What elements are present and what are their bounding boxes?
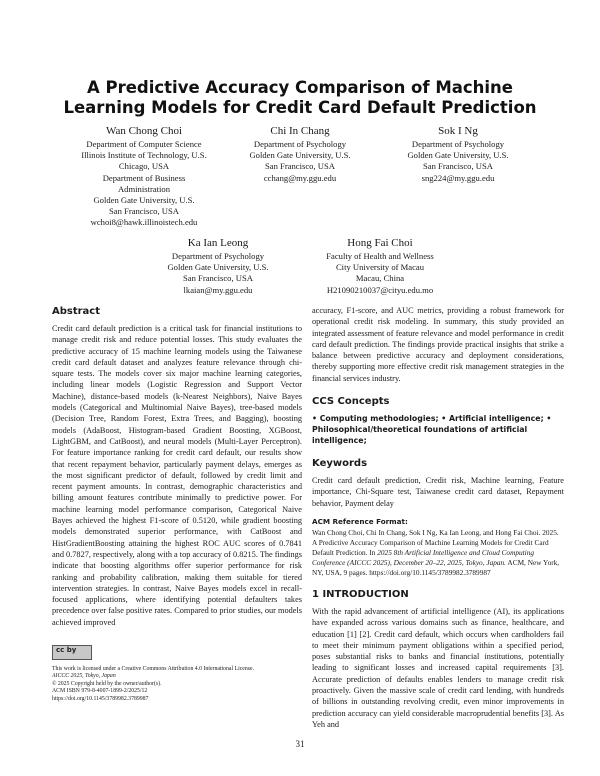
author-email: lkaian@my.ggu.edu <box>183 284 253 295</box>
author-affiliation: Department of Psychology <box>171 251 265 261</box>
paper-title: A Predictive Accuracy Comparison of Machine Learning Models for Credit Card Default Prediction <box>63 78 537 117</box>
author-name: Chi In Chang <box>270 125 330 137</box>
right-column <box>312 305 564 730</box>
author-email: H21090210037@cityu.edu.mo <box>326 284 434 295</box>
author-affiliation: Department of Psychology <box>253 139 347 149</box>
acm-ref-text <box>312 528 564 578</box>
author-block <box>134 236 302 296</box>
abstract-continued: accuracy, F1-score, and AUC metrics, providing a robust framework for operational credit risk modeling. In summary, this study provided an integrated assessment of feature relevance and model performance in credit card default prediction. The findings provide practical insights that strike a balance between predictive accuracy and deployment considerations, thereby supporting more effective credit risk management strategies in the financial services industry. <box>312 306 564 383</box>
cc-by-license-icon <box>52 645 92 660</box>
author-affiliation: Chicago, USA <box>118 161 170 172</box>
ccs-concepts: • Computing methodologies; • Artificial intelligence; • Philosophical/theoretical foundations of artificial intelligence; <box>312 414 552 446</box>
author-affiliation: Golden Gate University, U.S. <box>93 195 195 206</box>
author-affiliation: Department of Psychology <box>411 139 505 149</box>
abstract-heading: Abstract <box>52 306 101 317</box>
license-doi-link[interactable]: https://doi.org/10.1145/3789982.3789987 <box>52 695 149 702</box>
author-affiliation: Administration <box>117 183 171 194</box>
license-line: This work is licensed under a Creative Commons Attribution 4.0 International License. <box>52 665 255 672</box>
author-affiliation: Golden Gate University, U.S. <box>167 262 269 273</box>
acm-ref-pre: Wan Chong Choi, Chi In Chang, Sok I Ng, Ka Ian Leong, and Hong Fai Choi. 2025. A Predictive Accuracy Comparison of Machine Learning Models for Credit Card Default Prediction. In <box>312 527 559 557</box>
author-email: wchoi8@hawk.illinoistech.edu <box>90 217 198 228</box>
author-affiliation: Department of Business <box>102 172 186 183</box>
left-column <box>52 305 302 628</box>
acm-ref-post: ACM, New York, NY, USA, 9 pages. https://doi.org/10.1145/3789982.3789987 <box>312 557 560 577</box>
page-number: 31 <box>295 739 305 749</box>
author-email: sng224@my.ggu.edu <box>421 172 495 183</box>
author-block <box>374 124 542 184</box>
license-line: AICCC 2025, Tokyo, Japan <box>52 673 116 680</box>
author-affiliation: Golden Gate University, U.S. <box>249 150 351 161</box>
author-block <box>60 124 228 229</box>
license-line: © 2025 Copyright held by the owner/author(s). <box>52 680 162 687</box>
author-affiliation: City University of Macau <box>335 262 425 273</box>
author-affiliation: San Francisco, USA <box>265 161 335 172</box>
author-affiliation: Golden Gate University, U.S. <box>407 150 509 161</box>
author-affiliation: Macau, China <box>355 273 405 284</box>
author-name: Ka Ian Leong <box>187 237 249 249</box>
author-name: Wan Chong Choi <box>105 125 183 137</box>
author-affiliation: Department of Computer Science <box>86 139 202 149</box>
license-block <box>52 645 302 704</box>
author-affiliation: San Francisco, USA <box>423 161 493 172</box>
ccs-heading: CCS Concepts <box>312 396 390 408</box>
author-affiliation: San Francisco, USA <box>183 273 253 284</box>
author-affiliation: Faculty of Health and Wellness <box>326 251 434 261</box>
license-line: ACM ISBN 979-8-4007-1899-2/2025/12 <box>52 688 148 695</box>
keywords-text: Credit card default prediction, Credit risk, Machine learning, Feature importance, Chi-Square test, Taiwanese credit card dataset, Repayment behavior, Payment delay <box>312 476 564 508</box>
acm-ref-venue: 2025 8th Artificial Intelligence and Cloud Computing Conference (AICCC 2025), December 20–22, 2025, Tokyo, Japan. <box>312 547 534 567</box>
author-affiliation: Illinois Institute of Technology, U.S. <box>81 150 207 161</box>
author-affiliation: San Francisco, USA <box>109 206 179 217</box>
cc-label: cc by <box>56 646 77 654</box>
keywords-heading: Keywords <box>312 458 368 470</box>
introduction-heading: 1 INTRODUCTION <box>312 588 409 600</box>
author-name: Hong Fai Choi <box>347 237 413 249</box>
author-block <box>296 236 464 296</box>
author-email: cchang@my.ggu.edu <box>263 172 337 183</box>
author-name: Sok I Ng <box>438 125 478 137</box>
author-block <box>216 124 384 184</box>
acm-ref-heading: ACM Reference Format: <box>312 516 408 526</box>
introduction-text: With the rapid advancement of artificial intelligence (AI), its applications have expanded across various domains such as finance, healthcare, and education [1] [2]. Credit card default, which occurs when cardholders fail to meet their minimum payment obligations within a specified period, poses substantial risks to banks and financial institutions, potentially leading to significant losses and increased capital requirements [3]. Accurate prediction of defaults enables lenders to manage credit risk proactively. Given the massive scale of credit card lending, with hundreds of billions in outstanding revolving credit, even minor improvements in prediction accuracy can yield considerable macroprudential benefits [3]. As Yeh and <box>312 606 564 729</box>
abstract-text: Credit card default prediction is a critical task for financial institutions to manage credit risk and reduce potential losses. This study evaluates the predictive accuracy of 15 machine learning models using the Taiwanese credit card default dataset and analyzes feature relevance through chi-square tests. The models cover six major machine learning categories, including linear models (Logistic Regression and Support Vector Machine), distance-based models (k-Nearest Neighbors), Naive Bayes models (Categorical and Multinomial Naive Bayes), tree-based models (Decision Tree, Random Forest, Extra Trees, and Bagging), boosting models (AdaBoost, Histogram-based Gradient Boosting, XGBoost, LightGBM, and CatBoost), and neural models (Multi-Layer Perceptron). For feature importance ranking for credit card default, our results show that recent repayment behavior, particularly payment delays, emerges as the most significant predictor of default, followed by credit limit and recent payment amounts. In contrast, demographic characteristics and billing amount features contribute minimally to predictive power. For machine learning model performance comparison, Categorical Naive Bayes achieved the highest F1-score of 0.5120, while gradient boosting models demonstrated superior performance, with CatBoost and HistGradientBoosting attaining the highest ROC AUC scores of 0.7841 and 0.7827, respectively, along with a top accuracy of 0.8215. The findings indicate that boosting algorithms offer superior performance for risk ranking and probability calibration, making them suitable for tiered intervention strategies. In contrast, Naive Bayes models excel in recall-focused applications, where identifying potential defaulters takes precedence over false positive rates. Compared to prior studies, our models achieved improved <box>52 324 302 627</box>
